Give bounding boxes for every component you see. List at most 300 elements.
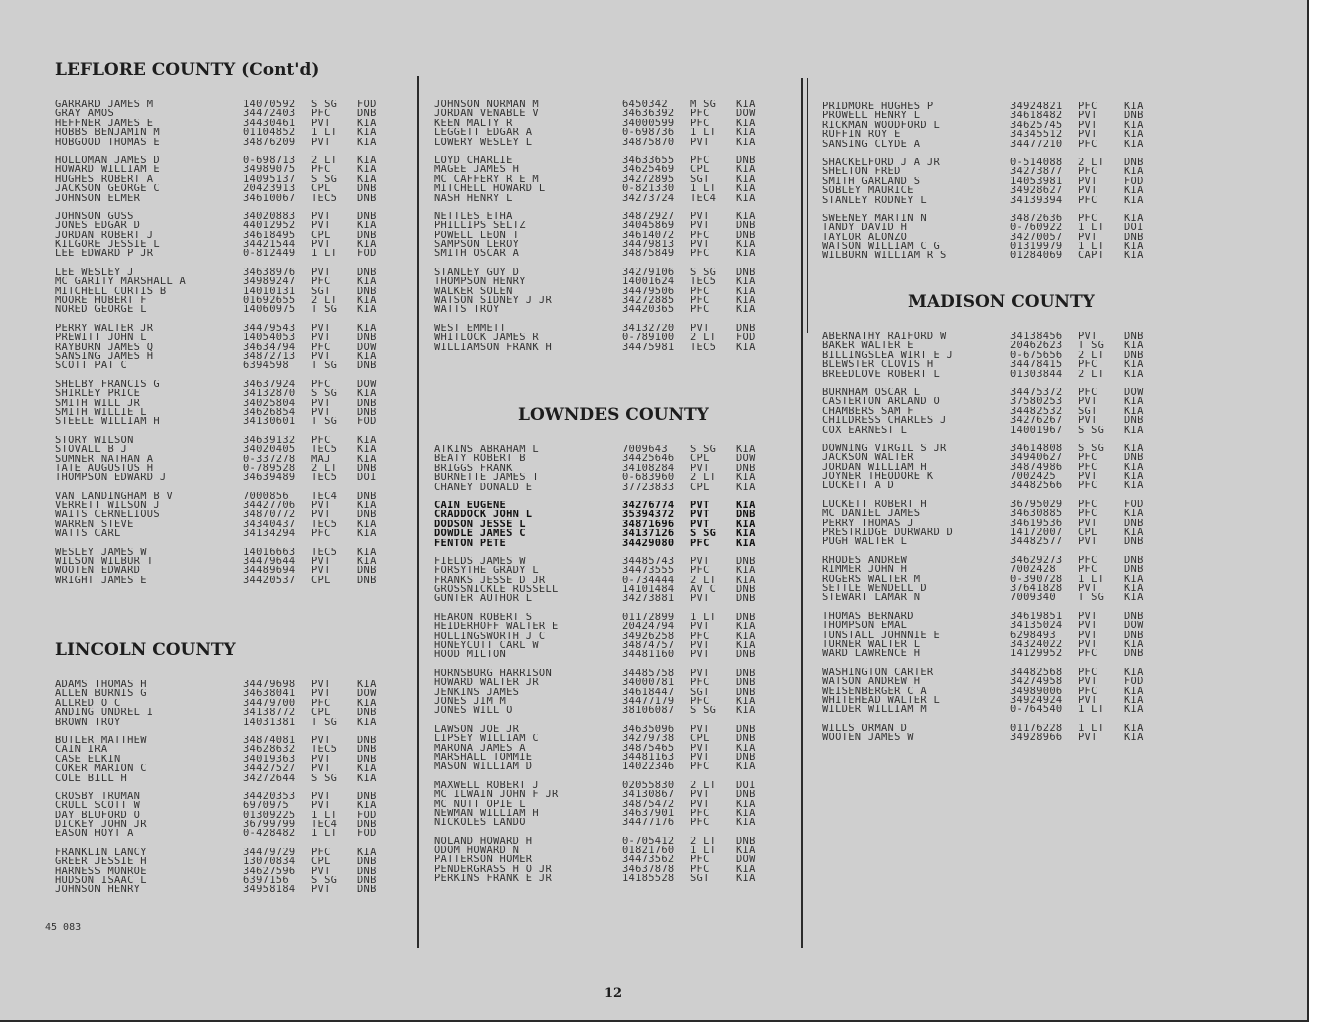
- rank: PFC: [311, 165, 331, 175]
- status-code: KIA: [1124, 213, 1144, 224]
- rank: CPL: [690, 454, 710, 464]
- roster-row: [434, 184, 768, 193]
- roster-row: [822, 426, 1156, 435]
- status-code: KIA: [736, 118, 756, 129]
- status-code: KIA: [1124, 472, 1144, 482]
- roster-row: [55, 520, 389, 529]
- roster-row: [434, 119, 768, 128]
- roster-row: [434, 613, 768, 622]
- roster-row: [55, 764, 389, 773]
- status-code: DNB: [736, 612, 756, 623]
- status-code: KIA: [736, 500, 756, 511]
- roster-row: [55, 277, 389, 286]
- serial-number: 34000599: [622, 118, 675, 129]
- rank: PVT: [311, 689, 331, 699]
- status-code: DNB: [736, 267, 756, 278]
- roster-row: [434, 706, 768, 715]
- rank: PVT: [690, 668, 710, 679]
- status-code: KIA: [736, 137, 756, 147]
- soldier-name: RHODES ANDREW: [822, 555, 908, 566]
- column-divider-right-top: [807, 78, 808, 333]
- soldier-name: WILLIAMSON FRANK H: [434, 342, 553, 352]
- roster-row: [822, 186, 1156, 195]
- status-code: KIA: [736, 799, 756, 809]
- roster-row: [55, 305, 389, 314]
- soldier-name: MARONA JAMES A: [434, 743, 526, 753]
- rank: PFC: [1078, 102, 1098, 112]
- roster-group: [822, 612, 1156, 659]
- rank: PFC: [690, 864, 710, 875]
- roster-row: [434, 744, 768, 753]
- status-code: KIA: [736, 864, 756, 875]
- status-code: FOD: [1124, 677, 1144, 687]
- serial-number: 0-764540: [1010, 705, 1063, 715]
- serial-number: 34928966: [1010, 733, 1063, 743]
- status-code: DNB: [1124, 332, 1144, 342]
- serial-number: 34989006: [1010, 686, 1063, 696]
- roster-row: [434, 818, 768, 827]
- rank: 1 LT: [690, 184, 717, 194]
- status-code: KIA: [736, 211, 756, 222]
- footer-code: 45 083: [45, 922, 82, 933]
- roster-row: [434, 138, 768, 147]
- roster-row: [55, 811, 389, 820]
- rank: PVT: [1078, 695, 1098, 706]
- soldier-name: NASH HENRY L: [434, 193, 513, 203]
- soldier-name: HEFFNER JAMES E: [55, 118, 154, 129]
- rank: S SG: [311, 100, 338, 110]
- soldier-name: WOOTEN JAMES W: [822, 733, 914, 743]
- section-leflore-county: [55, 60, 389, 594]
- rank: PFC: [690, 855, 710, 865]
- soldier-name: MC ILWAIN JOHN F JR: [434, 790, 559, 800]
- serial-number: 01303844: [1010, 369, 1063, 379]
- rank: PVT: [690, 500, 710, 511]
- serial-number: 37723833: [622, 482, 675, 492]
- roster-row: [55, 417, 389, 426]
- roster-row: [822, 397, 1156, 406]
- serial-number: 34871696: [622, 519, 675, 530]
- soldier-name: WASHINGTON CARTER: [822, 667, 934, 678]
- roster-group: [55, 156, 389, 203]
- soldier-name: WHITLOCK JAMES R: [434, 333, 539, 343]
- roster-row: [55, 455, 389, 464]
- serial-number: 34924924: [1010, 695, 1063, 706]
- serial-number: 34636392: [622, 109, 675, 119]
- serial-number: 34340437: [243, 519, 296, 530]
- soldier-name: WATSON ANDREW H: [822, 677, 921, 687]
- soldier-name: JOHNSON NORMAN M: [434, 100, 539, 110]
- status-code: KIA: [736, 482, 756, 492]
- serial-number: 34958184: [243, 885, 296, 895]
- rank: AV C: [690, 585, 717, 595]
- rank: PVT: [311, 510, 331, 520]
- serial-number: 34875870: [622, 137, 675, 147]
- rank: S SG: [690, 267, 717, 278]
- status-code: DNB: [736, 556, 756, 567]
- soldier-name: NICKOLES LANDO: [434, 818, 526, 828]
- roster-row: [55, 699, 389, 708]
- status-code: KIA: [357, 221, 377, 231]
- status-code: DNB: [736, 594, 756, 604]
- status-code: KIA: [736, 128, 756, 138]
- soldier-name: BEATY ROBERT B: [434, 454, 526, 464]
- roster-row: [822, 593, 1156, 602]
- serial-number: 34272895: [622, 174, 675, 185]
- soldier-name: CAIN EUGENE: [434, 500, 507, 511]
- roster-row: [434, 109, 768, 118]
- county-heading: MADISON COUNTY: [908, 292, 1095, 312]
- serial-number: 20423913: [243, 184, 296, 194]
- soldier-name: LUCKETT ROBERT H: [822, 499, 927, 510]
- soldier-name: JONES WILL O: [434, 706, 513, 716]
- rank: PFC: [690, 566, 710, 576]
- county-heading: LEFLORE COUNTY (Cont'd): [55, 60, 320, 80]
- roster-row: [55, 876, 389, 885]
- roster-row: [822, 696, 1156, 705]
- status-code: KIA: [1124, 130, 1144, 140]
- rank: PVT: [690, 799, 710, 809]
- rank: PVT: [690, 641, 710, 651]
- rank: 2 LT: [690, 575, 717, 586]
- roster-group: [55, 680, 389, 727]
- status-code: KIA: [1124, 406, 1144, 417]
- rank: CPL: [311, 184, 331, 194]
- status-code: DNB: [1124, 555, 1144, 566]
- status-code: KIA: [357, 454, 377, 464]
- serial-number: 34475981: [622, 342, 675, 352]
- roster-group: [822, 668, 1156, 715]
- rank: PFC: [690, 109, 710, 119]
- rank: PFC: [1078, 453, 1098, 463]
- serial-number: 34276774: [622, 500, 675, 511]
- roster-group: [434, 445, 768, 492]
- rank: PFC: [311, 342, 331, 352]
- serial-number: 02055830: [622, 780, 675, 791]
- roster-group: [822, 332, 1156, 379]
- serial-number: 34481163: [622, 752, 675, 763]
- soldier-name: GREER JESSIE H: [55, 857, 147, 867]
- rank: S SG: [690, 706, 717, 716]
- roster-row: [822, 687, 1156, 696]
- soldier-name: THOMPSON EMAL: [822, 621, 908, 631]
- serial-number: 34614072: [622, 230, 675, 241]
- roster-row: [434, 231, 768, 240]
- soldier-name: JACKSON GEORGE C: [55, 184, 160, 194]
- serial-number: 14172007: [1010, 528, 1063, 538]
- roster-row: [434, 781, 768, 790]
- roster-row: [55, 333, 389, 342]
- soldier-name: ADAMS THOMAS H: [55, 680, 147, 690]
- rank: 1 LT: [311, 128, 338, 138]
- roster-row: [434, 473, 768, 482]
- rank: PFC: [690, 696, 710, 707]
- status-code: KIA: [357, 240, 377, 250]
- rank: T SG: [1078, 341, 1105, 351]
- roster-row: [434, 641, 768, 650]
- serial-number: 7009643: [622, 445, 668, 455]
- serial-number: 34610067: [243, 193, 296, 203]
- rank: 2 LT: [690, 473, 717, 483]
- rank: TEC5: [690, 342, 717, 352]
- soldier-name: PERRY THOMAS J: [822, 518, 914, 529]
- status-code: DNB: [357, 463, 377, 474]
- rank: PVT: [311, 735, 331, 746]
- roster-row: [822, 167, 1156, 176]
- status-code: KIA: [1124, 425, 1144, 435]
- rank: PFC: [1078, 387, 1098, 398]
- status-code: DNB: [357, 286, 377, 297]
- soldier-name: CASE ELKIN: [55, 754, 121, 765]
- roster-row: [434, 800, 768, 809]
- roster-row: [55, 857, 389, 866]
- status-code: DOW: [736, 454, 756, 464]
- rank: PVT: [690, 463, 710, 474]
- roster-row: [822, 407, 1156, 416]
- status-code: KIA: [357, 296, 377, 306]
- rank: PFC: [690, 808, 710, 819]
- rank: PFC: [1078, 481, 1098, 491]
- serial-number: 34874757: [622, 641, 675, 651]
- serial-number: 34138456: [1010, 332, 1063, 342]
- serial-number: 34875849: [622, 249, 675, 259]
- serial-number: 0-390728: [1010, 574, 1063, 584]
- roster-row: [822, 341, 1156, 350]
- soldier-name: FIELDS JAMES W: [434, 556, 526, 567]
- status-code: DOW: [1124, 621, 1144, 631]
- status-code: DNB: [1124, 611, 1144, 622]
- soldier-name: NETTLES ETHA: [434, 211, 513, 222]
- rank: PFC: [690, 818, 710, 828]
- rank: PFC: [690, 296, 710, 306]
- soldier-name: BILLINGSLEA WIRT E J: [822, 350, 954, 361]
- soldier-name: MITCHELL HOWARD L: [434, 184, 546, 194]
- roster-row: [55, 436, 389, 445]
- soldier-name: HONEYCUTT CARL W: [434, 641, 539, 651]
- soldier-name: DODSON JESSE L: [434, 519, 526, 530]
- serial-number: 34345512: [1010, 130, 1063, 140]
- rank: PFC: [1078, 139, 1098, 149]
- rank: 2 LT: [690, 836, 717, 847]
- rank: PVT: [690, 137, 710, 147]
- roster-group: [55, 380, 389, 427]
- status-code: KIA: [736, 445, 756, 455]
- status-code: DNB: [357, 566, 377, 576]
- roster-group: [55, 324, 389, 371]
- rank: PVT: [690, 240, 710, 250]
- rank: PFC: [311, 698, 331, 709]
- soldier-name: BURNHAM OSCAR L: [822, 387, 921, 398]
- soldier-name: KEEN MALTY R: [434, 118, 513, 129]
- rank: TEC4: [311, 820, 338, 830]
- roster-row: [55, 689, 389, 698]
- roster-row: [822, 214, 1156, 223]
- roster-row: [434, 464, 768, 473]
- serial-number: 34274958: [1010, 677, 1063, 687]
- rank: 1 LT: [311, 829, 338, 839]
- roster-row: [822, 332, 1156, 341]
- rank: PFC: [690, 538, 710, 548]
- status-code: KIA: [1124, 509, 1144, 519]
- rank: PVT: [1078, 176, 1098, 187]
- serial-number: 34989075: [243, 165, 296, 175]
- roster-row: [55, 529, 389, 538]
- roster-row: [822, 481, 1156, 490]
- roster-group: [55, 436, 389, 483]
- serial-number: 34132720: [622, 323, 675, 334]
- serial-number: 6450342: [622, 100, 668, 110]
- soldier-name: ALLRED O C: [55, 698, 121, 709]
- serial-number: 34279106: [622, 267, 675, 278]
- roster-row: [55, 718, 389, 727]
- roster-row: [822, 121, 1156, 130]
- soldier-name: PREWITT JOHN L: [55, 333, 147, 343]
- serial-number: 34627596: [243, 866, 296, 877]
- soldier-name: MAXWELL ROBERT J: [434, 780, 539, 791]
- rank: PFC: [311, 379, 331, 390]
- soldier-name: EASON HOYT A: [55, 829, 134, 839]
- soldier-name: HOOD MILTON: [434, 650, 507, 660]
- rank: 2 LT: [690, 780, 717, 791]
- roster-group: [434, 100, 768, 147]
- rank: PFC: [311, 277, 331, 287]
- rank: PVT: [311, 501, 331, 511]
- soldier-name: COLE BILL H: [55, 773, 128, 783]
- status-code: KIA: [357, 323, 377, 334]
- soldier-name: STANLEY RODNEY L: [822, 195, 927, 205]
- rank: SGT: [1078, 406, 1098, 417]
- roster-row: [55, 820, 389, 829]
- serial-number: 0-698736: [622, 128, 675, 138]
- status-code: DNB: [357, 885, 377, 895]
- soldier-name: THOMAS BERNARD: [822, 611, 914, 622]
- rank: PVT: [690, 221, 710, 231]
- serial-number: 37580253: [1010, 397, 1063, 407]
- soldier-name: SHACKELFORD J A JR: [822, 157, 941, 168]
- roster-row: [55, 885, 389, 894]
- rank: TEC5: [311, 473, 338, 483]
- status-code: DOW: [1124, 387, 1144, 398]
- roster-row: [55, 231, 389, 240]
- roster-row: [55, 399, 389, 408]
- soldier-name: PERKINS FRANK E JR: [434, 874, 553, 884]
- serial-number: 34130867: [622, 790, 675, 800]
- status-code: KIA: [357, 764, 377, 774]
- status-code: KIA: [1124, 195, 1144, 205]
- rank: T SG: [311, 717, 338, 727]
- serial-number: 14010131: [243, 286, 296, 297]
- rank: PVT: [1078, 583, 1098, 594]
- soldier-name: KILGORE JESSIE L: [55, 240, 160, 250]
- status-code: DNB: [357, 754, 377, 765]
- roster-row: [434, 566, 768, 575]
- serial-number: 36799799: [243, 820, 296, 830]
- roster-row: [434, 454, 768, 463]
- soldier-name: CHILDRESS CHARLES J: [822, 416, 947, 426]
- status-code: DNB: [357, 510, 377, 520]
- rank: PVT: [1078, 621, 1098, 631]
- rank: PVT: [690, 724, 710, 735]
- soldier-name: DICKEY JOHN JR: [55, 820, 147, 830]
- rank: PFC: [1078, 509, 1098, 519]
- status-code: DNB: [357, 184, 377, 194]
- status-code: KIA: [736, 184, 756, 194]
- rank: PVT: [311, 137, 331, 147]
- serial-number: 0-821330: [622, 184, 675, 194]
- rank: TEC5: [690, 277, 717, 287]
- serial-number: 34618482: [1010, 111, 1063, 121]
- serial-number: 01176228: [1010, 723, 1063, 734]
- roster-group: [434, 268, 768, 315]
- status-code: DNB: [736, 230, 756, 241]
- soldier-name: WILLS ORMAN D: [822, 723, 908, 734]
- roster-group: [822, 158, 1156, 205]
- roster-group: [55, 212, 389, 259]
- soldier-name: LEE WESLEY J: [55, 267, 134, 278]
- status-code: DNB: [357, 407, 377, 418]
- soldier-name: CRULL SCOTT W: [55, 801, 141, 811]
- soldier-name: HOWARD WILLIAM E: [55, 165, 160, 175]
- status-code: KIA: [736, 762, 756, 772]
- roster-row: [434, 622, 768, 631]
- serial-number: 34872713: [243, 351, 296, 362]
- status-code: KIA: [1124, 369, 1144, 379]
- soldier-name: CRADDOCK JOHN L: [434, 510, 533, 520]
- serial-number: 34270057: [1010, 232, 1063, 243]
- roster-row: [55, 708, 389, 717]
- soldier-name: MITCHELL CURTIS B: [55, 286, 167, 297]
- rank: T SG: [311, 305, 338, 315]
- status-code: KIA: [736, 277, 756, 287]
- roster-row: [55, 175, 389, 184]
- roster-row: [434, 333, 768, 342]
- serial-number: 14054053: [243, 333, 296, 343]
- rank: PFC: [1078, 195, 1098, 205]
- rank: PVT: [690, 556, 710, 567]
- serial-number: 7002428: [1010, 565, 1056, 575]
- status-code: DOW: [357, 689, 377, 699]
- serial-number: 34875472: [622, 799, 675, 809]
- roster-row: [434, 650, 768, 659]
- serial-number: 34637878: [622, 864, 675, 875]
- serial-number: 34425646: [622, 454, 675, 464]
- status-code: KIA: [1124, 695, 1144, 706]
- roster-row: [822, 251, 1156, 260]
- rank: S SG: [1078, 443, 1105, 454]
- rank: PVT: [690, 752, 710, 763]
- roster-row: [55, 212, 389, 221]
- roster-row: [55, 501, 389, 510]
- status-code: DNB: [736, 790, 756, 800]
- serial-number: 14001624: [622, 277, 675, 287]
- roster-row: [55, 296, 389, 305]
- roster-group: [434, 725, 768, 772]
- status-code: KIA: [1124, 667, 1144, 678]
- serial-number: 34138772: [243, 708, 296, 718]
- status-code: KIA: [357, 801, 377, 811]
- rank: PFC: [311, 847, 331, 858]
- rank: MAJ: [311, 454, 331, 464]
- serial-number: 34020883: [243, 211, 296, 222]
- serial-number: 34928627: [1010, 186, 1063, 196]
- rank: PVT: [311, 557, 331, 567]
- serial-number: 34629273: [1010, 555, 1063, 566]
- rank: 1 LT: [1078, 223, 1105, 233]
- serial-number: 34619851: [1010, 611, 1063, 622]
- serial-number: 34420353: [243, 791, 296, 802]
- soldier-name: VAN LANDINGHAM B V: [55, 491, 174, 502]
- soldier-name: DAY BLUFORD O: [55, 810, 141, 821]
